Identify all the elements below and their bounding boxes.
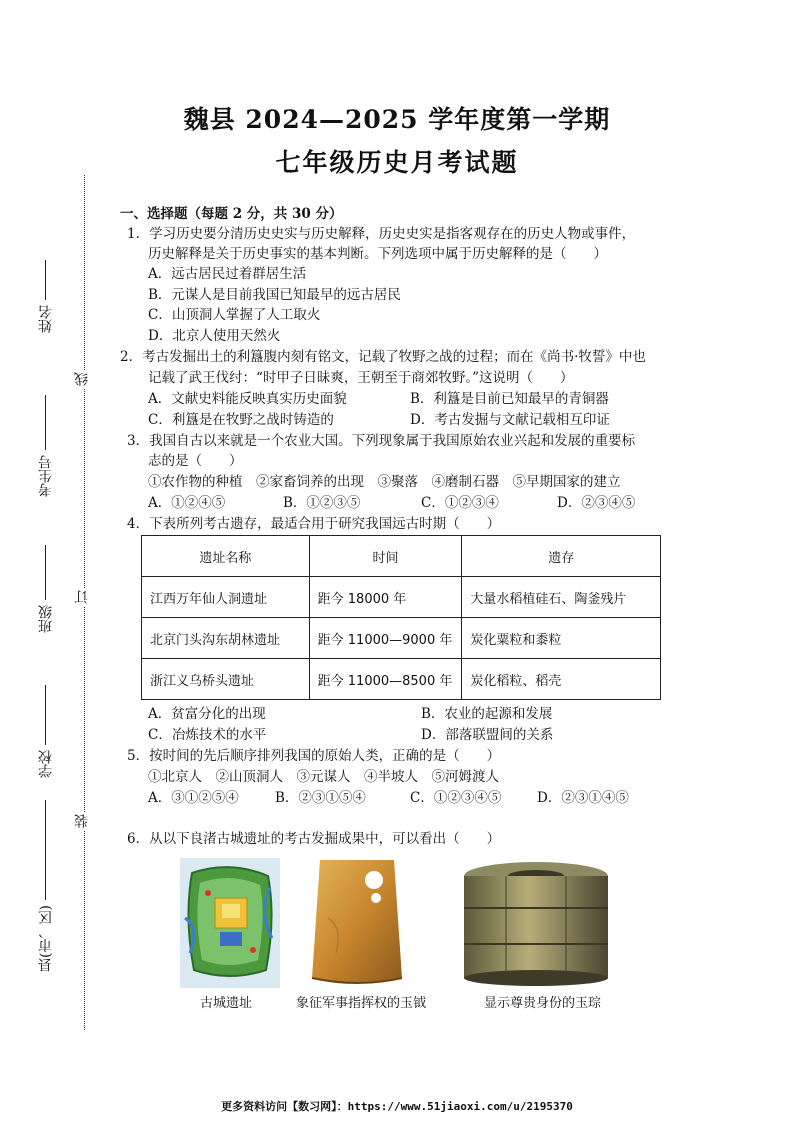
school-blank-line[interactable] <box>45 685 46 745</box>
table-cell: 距今 11000—9000 年 <box>309 618 462 659</box>
q1-stem-line1: 1．学习历史要分清历史史实与历史解释，历史史实是指客观存在的历史人物或事件， <box>127 226 636 242</box>
name-label: 姓名 <box>38 305 54 333</box>
jade-yue-axe-image <box>298 858 416 988</box>
binding-char-ding: 订 <box>74 590 90 604</box>
q3-option-a[interactable]: A．①②④⑤ <box>148 495 226 511</box>
q2-option-b[interactable]: B．利簋是目前已知最早的青铜器 <box>410 391 609 407</box>
q2-stem-line1: 2．考古发掘出土的利簋腹内刻有铭文，记载了牧野之战的过程；而在《尚书·牧誓》中也 <box>120 349 646 365</box>
caption-jade-cong: 显示尊贵身份的玉琮 <box>484 996 602 1011</box>
table-row <box>142 659 661 700</box>
table-header-cell: 时间 <box>309 536 462 577</box>
county-label: 县(市、区) <box>38 905 54 972</box>
county-blank-line[interactable] <box>45 800 46 900</box>
name-blank-line[interactable] <box>45 260 46 300</box>
q2-stem-line2: 记载了武王伐纣：“时甲子日昧爽，王朝至于商郊牧野。”这说明（ ） <box>148 370 574 386</box>
q3-option-d[interactable]: D．②③④⑤ <box>557 495 636 511</box>
class-label: 班级 <box>38 605 54 633</box>
binding-char-line: 线 <box>74 372 90 386</box>
q3-stem-line1: 3．我国自古以来就是一个农业大国。下列现象属于我国原始农业兴起和发展的重要标 <box>127 433 636 449</box>
table-cell: 大量水稻植硅石、陶釜残片 <box>462 577 661 618</box>
q1-option-b[interactable]: B．元谋人是目前我国已知最早的远古居民 <box>148 287 401 303</box>
q4-option-b[interactable]: B．农业的起源和发展 <box>421 706 553 722</box>
q5-items: ①北京人 ②山顶洞人 ③元谋人 ④半坡人 ⑤河姆渡人 <box>148 769 499 785</box>
class-blank-line[interactable] <box>45 545 46 600</box>
q4-option-c[interactable]: C．冶炼技术的水平 <box>148 727 267 743</box>
q4-option-d[interactable]: D．部落联盟间的关系 <box>421 727 554 743</box>
table-cell: 北京门头沟东胡林遗址 <box>142 618 310 659</box>
ancient-city-map-image <box>180 858 280 988</box>
q2-option-d[interactable]: D．考古发掘与文献记载相互印证 <box>410 412 610 428</box>
table-cell: 炭化粟粒和黍粒 <box>462 618 661 659</box>
footer-link[interactable]: 更多资料访问【数习网】：https://www.51jiaoxi.com/u/2195370 <box>221 1100 573 1113</box>
caption-ancient-city: 古城遗址 <box>200 996 253 1011</box>
exam-no-blank-line[interactable] <box>45 395 46 450</box>
table-row <box>142 618 661 659</box>
q6-stem: 6．从以下良渚古城遗址的考古发掘成果中，可以看出（ ） <box>127 831 501 847</box>
q3-stem-line2: 志的是（ ） <box>148 453 243 469</box>
q2-option-c[interactable]: C．利簋是在牧野之战时铸造的 <box>148 412 334 428</box>
exam-no-label: 考生号 <box>38 455 54 497</box>
table-header-cell: 遗存 <box>462 536 661 577</box>
q2-option-a[interactable]: A．文献史料能反映真实历史面貌 <box>148 391 347 407</box>
jade-cong-image <box>456 858 616 988</box>
school-label: 学校 <box>38 750 54 778</box>
table-row <box>142 577 661 618</box>
q3-option-b[interactable]: B．①②③⑤ <box>283 495 361 511</box>
q1-option-c[interactable]: C．山顶洞人掌握了人工取火 <box>148 307 321 323</box>
q1-stem-line2: 历史解释是关于历史事实的基本判断。下列选项中属于历史解释的是（ ） <box>148 246 607 262</box>
q1-option-a[interactable]: A．远古居民过着群居生活 <box>148 266 307 282</box>
q3-items: ①农作物的种植 ②家畜饲养的出现 ③聚落 ④磨制石器 ⑤早期国家的建立 <box>148 474 621 490</box>
binding-char-zhuang: 装 <box>74 814 90 828</box>
table-cell: 江西万年仙人洞遗址 <box>142 577 310 618</box>
q5-option-c[interactable]: C．①②③④⑤ <box>410 790 502 806</box>
q1-option-d[interactable]: D．北京人使用天然火 <box>148 328 281 344</box>
q4-option-a[interactable]: A．贫富分化的出现 <box>148 706 266 722</box>
exam-title-line2: 七年级历史月考试题 <box>275 148 519 177</box>
table-cell: 炭化稻粒、稻壳 <box>462 659 661 700</box>
q4-stem: 4．下表所列考古遗存，最适合用于研究我国远古时期（ ） <box>127 516 501 532</box>
section-heading: 一、选择题（每题 2 分，共 30 分） <box>120 206 343 222</box>
table-cell: 距今 18000 年 <box>309 577 462 618</box>
q5-stem: 5．按时间的先后顺序排列我国的原始人类，正确的是（ ） <box>127 748 501 764</box>
exam-title-line1: 魏县 2024—2025 学年度第一学期 <box>183 105 611 134</box>
archaeology-table <box>141 535 661 700</box>
table-header-row <box>142 536 661 577</box>
table-cell: 浙江义乌桥头遗址 <box>142 659 310 700</box>
caption-jade-yue: 象征军事指挥权的玉钺 <box>296 996 427 1011</box>
q3-option-c[interactable]: C．①②③④ <box>421 495 499 511</box>
table-header-cell: 遗址名称 <box>142 536 310 577</box>
table-cell: 距今 11000—8500 年 <box>309 659 462 700</box>
q5-option-a[interactable]: A．③①②⑤④ <box>148 790 239 806</box>
q5-option-b[interactable]: B．②③①⑤④ <box>275 790 366 806</box>
q5-option-d[interactable]: D．②③①④⑤ <box>537 790 629 806</box>
